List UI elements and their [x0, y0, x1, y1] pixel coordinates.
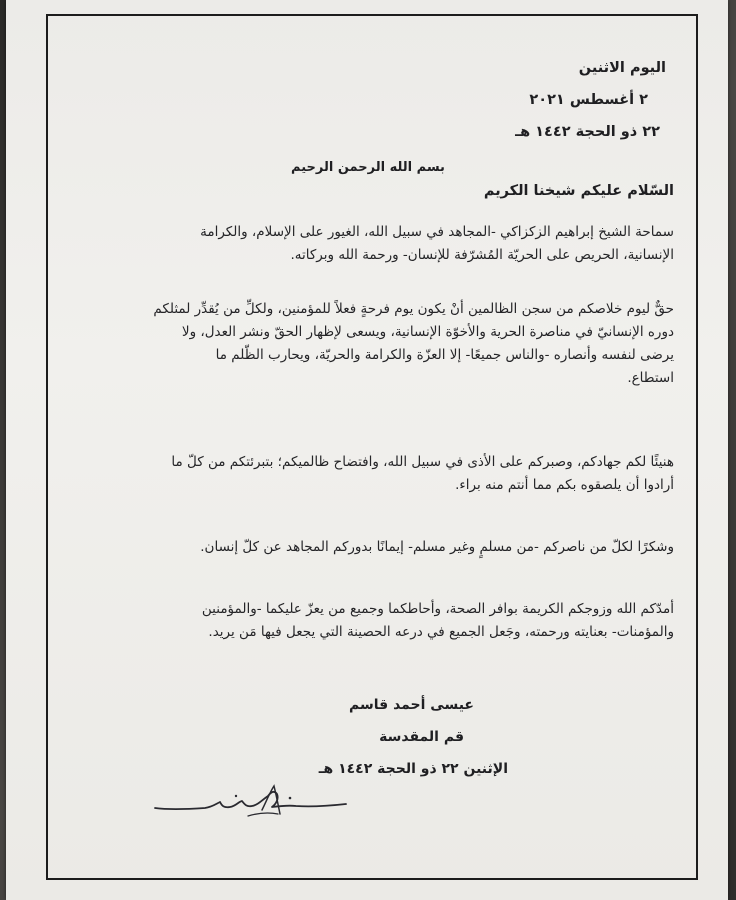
paragraph-4 — [68, 536, 674, 559]
salutation: السّلام عليكم شيخنا الكريم — [483, 183, 674, 199]
paragraph-line: وشكرًا لكلّ من ناصركم -من مسلمٍ وغير مسلم- إيمانًا بدوركم المجاهد عن كلّ إنسان. — [200, 539, 674, 555]
paragraph-3 — [68, 451, 674, 497]
paragraph-line: استطاع. — [627, 370, 674, 386]
paragraph-5 — [68, 598, 674, 644]
paragraph-line: هنيئًا لكم جهادكم، وصبركم على الأذى في سبيل الله، وافتضاح ظالميكم؛ بتبرئتكم من كلّ ما — [171, 454, 674, 470]
paragraph-line: حقٌّ ليوم خلاصكم من سجن الظالمين أنْ يكون يوم فرحةٍ فعلاً للمؤمنين، ولكلِّ من يُقدِّر لمثلكم — [153, 301, 674, 317]
basmala: بسم الله الرحمن الرحيم — [291, 160, 445, 175]
page-border-frame — [46, 14, 698, 880]
signature-name: عيسى أحمد قاسم — [349, 697, 474, 713]
paragraph-line: أرادوا أن يلصقوه بكم مما أنتم منه براء. — [455, 477, 674, 493]
paragraph-1 — [68, 221, 674, 267]
signature-date: الإثنين ٢٢ ذو الحجة ١٤٤٢ هـ — [318, 761, 508, 777]
paragraph-line: والمؤمنات- بعنايته ورحمته، وجَعل الجميع في درعه الحصينة التي يجعل فيها مَن يريد. — [208, 624, 674, 640]
paragraph-line: أمدّكم الله وزوجكم الكريمة بوافر الصحة، وأحاطكما وجميع من يعزّ عليكما -والمؤمنين — [201, 601, 674, 617]
signature-place: قم المقدسة — [379, 729, 464, 745]
paragraph-2 — [68, 298, 674, 390]
date-day: اليوم الاثنين — [578, 60, 666, 76]
handwritten-signature-icon — [150, 780, 350, 830]
date-gregorian: ٢ أغسطس ٢٠٢١ — [529, 92, 648, 108]
paragraph-line: سماحة الشيخ إبراهيم الزكزاكي -المجاهد في سبيل الله، الغيور على الإسلام، والكرامة — [200, 224, 674, 240]
paragraph-line: يرضى لنفسه وأنصاره -والناس جميعًا- إلا العزّة والكرامة والحريّة، ويحارب الظّلم ما — [215, 347, 674, 363]
paragraph-line: الإنسانية، الحريص على الحريّة المُشرّفة للإنسان- ورحمة الله وبركاته. — [290, 247, 674, 263]
date-hijri: ٢٢ ذو الحجة ١٤٤٢ هـ — [515, 124, 660, 140]
paragraph-line: دوره الإنسانيّ في مناصرة الحرية والأخوّة الإنسانية، ويسعى لإظهار الحقّ ونشر العدل، ولا — [181, 324, 674, 340]
